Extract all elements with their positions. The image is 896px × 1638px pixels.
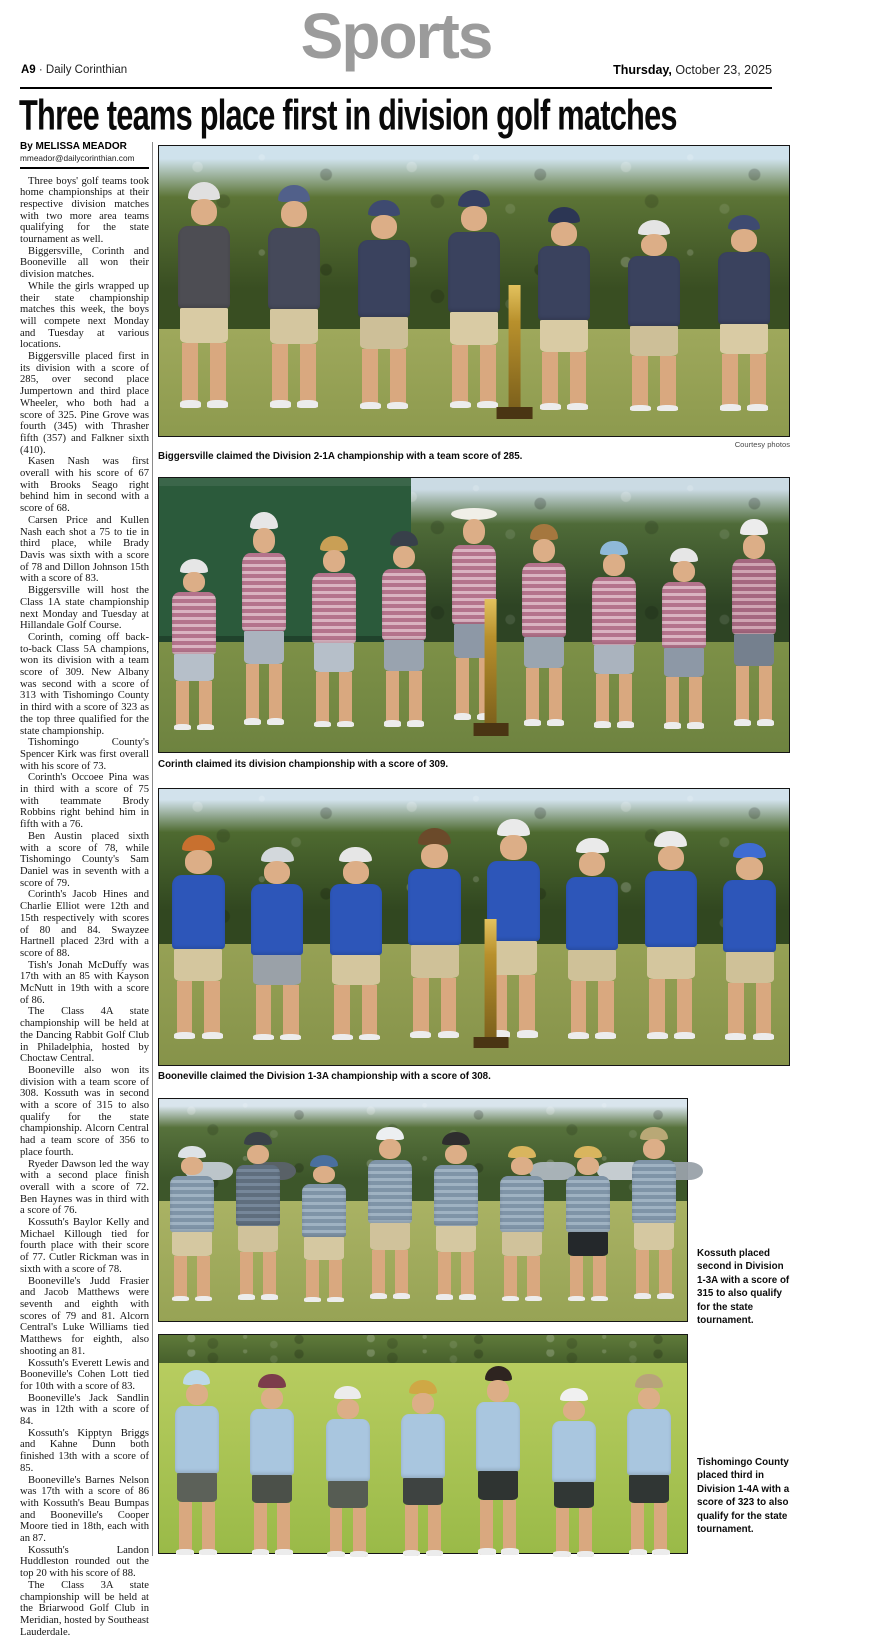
byline-email: mmeador@dailycorinthian.com (20, 153, 149, 163)
golfer-figure (589, 541, 639, 748)
article-paragraph: Corinth, coming off back-to-back Class 5A champions, won its division with a team score of 309. New Albany was second with a score of 313 with Tishomingo County in third with a score of 323 as the top three qualified for the state championship. (20, 632, 149, 737)
golfer-figure (497, 1146, 547, 1318)
article-paragraph: Ryeder Dawson led the way with a second place finish overall with a score of 72. Ben Haynes was in third with a score of 76. (20, 1159, 149, 1218)
golfer-figure (354, 200, 414, 432)
article-paragraph: Biggersville, Corinth and Booneville all won their division matches. (20, 246, 149, 281)
article-paragraph: The Class 4A state championship will be held at the Dancing Rabbit Golf Club in Philadelphia, hosted by Choctaw Central. (20, 1006, 149, 1065)
golfer-figure (167, 1146, 217, 1318)
golfer-figure (309, 536, 359, 748)
golfer-figure (326, 847, 386, 1061)
photo-tishomingo-team (158, 1334, 688, 1554)
photo-kossuth-team (158, 1098, 688, 1322)
golfer-figure (563, 1146, 613, 1318)
issue-date-rest: October 23, 2025 (675, 63, 772, 77)
golfer-figure (659, 548, 709, 748)
photo-biggersville-team (158, 145, 790, 437)
trophy-shape (505, 285, 524, 418)
article-paragraph: Ben Austin placed sixth with a score of 78, while Tishomingo County's Sam Daniel was in seventh with a score of 79. (20, 831, 149, 890)
article-paragraph: Booneville's Jack Sandlin was in 12th with a score of 84. (20, 1393, 149, 1428)
article-paragraph: Booneville's Judd Frasier and Jacob Matthews were seventh and eighth with scores of 79 and 81. Alcorn Central's Luke Williams tied Matthews for eighth, also shooting an 81. (20, 1276, 149, 1358)
golfer-figure (534, 207, 594, 431)
article-paragraph: Biggersville placed first in its division with a score of 285, over second place Jumpertown and third place Wheeler, who both had a score of 325. Pine Grove was fourth (345) with Thrasher fifth (357) and Falkner sixth (410). (20, 351, 149, 456)
article-paragraph: Booneville's Barnes Nelson was 17th with a score of 86 with Kossuth's Beau Bumpas and Booneville's Cooper Moore tied in 18th, each with an 87. (20, 1475, 149, 1545)
golfer-figure (431, 1132, 481, 1317)
masthead-left (21, 64, 127, 76)
photo-booneville-team (158, 788, 790, 1066)
article-paragraph: Kasen Nash was first overall with his score of 67 with Brooks Seago right behind him in second with a score of 68. (20, 456, 149, 515)
golfer-figure (264, 185, 324, 432)
golfer-figure (168, 835, 228, 1060)
article-paragraph: While the girls wrapped up their state championship matches this week, the boys will compete next Monday and Tuesday at various locations. (20, 281, 149, 351)
trophy-shape (482, 599, 501, 736)
column-divider (152, 142, 153, 1556)
article-paragraph: Tishomingo County's Spencer Kirk was first overall with his score of 73. (20, 737, 149, 772)
byline-divider (20, 167, 149, 169)
golfer-figure (398, 1380, 448, 1575)
headline-text: Three teams place first in division golf matches (19, 91, 677, 140)
issue-date-day: Thursday, (613, 63, 672, 77)
article-column (20, 141, 149, 1638)
article-paragraph: Biggersville will host the Class 1A state championship next Monday and Tuesday at Hillandale Golf Course. (20, 585, 149, 632)
golfer-figure (405, 828, 465, 1061)
golfer-figure (473, 1366, 523, 1575)
headline (19, 91, 779, 139)
section-title: Sports (0, 4, 792, 68)
golfer-figure (365, 1127, 415, 1318)
golfer-figure (247, 1374, 297, 1575)
golfer-figure (172, 1370, 222, 1575)
article-paragraph: Corinth's Jacob Hines and Charlie Elliot were 12th and 15th respectively with scores of 80 and 84. Swayzee Hartnell placed 23rd with a score of 88. (20, 889, 149, 959)
byline: By MELISSA MEADOR (20, 141, 149, 152)
golfer-figure (549, 1388, 599, 1575)
article-paragraph: Tish's Jonah McDuffy was 17th with an 85 with Kayson McNutt in 19th with a score of 86. (20, 960, 149, 1007)
golfer-figure (624, 220, 684, 432)
trophy-shape (482, 919, 501, 1049)
header-divider (20, 87, 772, 89)
caption-kossuth: Kossuth placed second in Division 1-3A with a score of 315 to also qualify for the state tournament. (697, 1247, 791, 1327)
golfer-figure (624, 1374, 674, 1575)
golfer-figure (629, 1127, 679, 1318)
golfer-figure (174, 182, 234, 431)
golfer-figure (239, 512, 289, 748)
article-paragraph: Corinth's Occoee Pina was in third with a score of 75 with teammate Brody Robbins right behind him in fifth with a 76. (20, 772, 149, 831)
article-paragraph: Booneville also won its division with a team score of 308. Kossuth was in second with a score of 315 to also qualify for the state championship. Alcorn Central had a team score of 356 to place fourth. (20, 1065, 149, 1159)
article-paragraph: The Class 3A state championship will be held at the Briarwood Golf Club in Meridian, hosted by Southeast Lauderdale. (20, 1580, 149, 1638)
golfer-figure (233, 1132, 283, 1317)
article-paragraph: Kossuth's Landon Huddleston rounded out the top 20 with his score of 88. (20, 1545, 149, 1580)
article-paragraph: Kossuth's Everett Lewis and Booneville's Cohen Lott tied for 10th with a score of 83. (20, 1358, 149, 1393)
golfer-figure (299, 1155, 349, 1317)
golfer-figure (714, 215, 774, 432)
caption-biggersville: Biggersville claimed the Division 2-1A championship with a team score of 285. (158, 451, 790, 463)
golfer-figure (379, 531, 429, 748)
golfer-figure (519, 524, 569, 748)
page-number: A9 (21, 64, 36, 76)
article-paragraph: Three boys' golf teams took home championships at their respective division matches with two more area teams qualifying for the state tournament as well. (20, 176, 149, 246)
caption-tishomingo: Tishomingo County placed third in Division 1-4A with a score of 323 to also qualify for the state tournament. (697, 1456, 791, 1536)
caption-booneville: Booneville claimed the Division 1-3A championship with a score of 308. (158, 1071, 790, 1083)
golfer-figure (444, 190, 504, 432)
article-paragraph: Kossuth's Baylor Kelly and Michael Killough tied for fourth place with their score of 77. Cutler Rickman was in sixth with a score of 78. (20, 1217, 149, 1276)
article-paragraph: Carsen Price and Kullen Nash each shot a 75 to tie in third place, while Brady Davis was sixth with a score of 78 and Dillon Johnson 15th with a score of 83. (20, 515, 149, 585)
golfer-figure (729, 519, 779, 748)
golfer-figure (720, 843, 780, 1061)
paper-name: · Daily Corinthian (39, 64, 127, 76)
golfer-figure (169, 559, 219, 748)
photo-credit: Courtesy photos (158, 440, 790, 449)
golfer-figure (641, 831, 701, 1061)
golfer-figure (322, 1386, 372, 1575)
caption-corinth: Corinth claimed its division championship with a score of 309. (158, 759, 790, 771)
golfer-figure (562, 838, 622, 1061)
issue-date (613, 63, 772, 77)
article-body (20, 176, 149, 1638)
photo-corinth-team (158, 477, 790, 753)
article-paragraph: Kossuth's Kipptyn Briggs and Kahne Dunn both finished 13th with a score of 85. (20, 1428, 149, 1475)
golfer-figure (247, 847, 307, 1061)
